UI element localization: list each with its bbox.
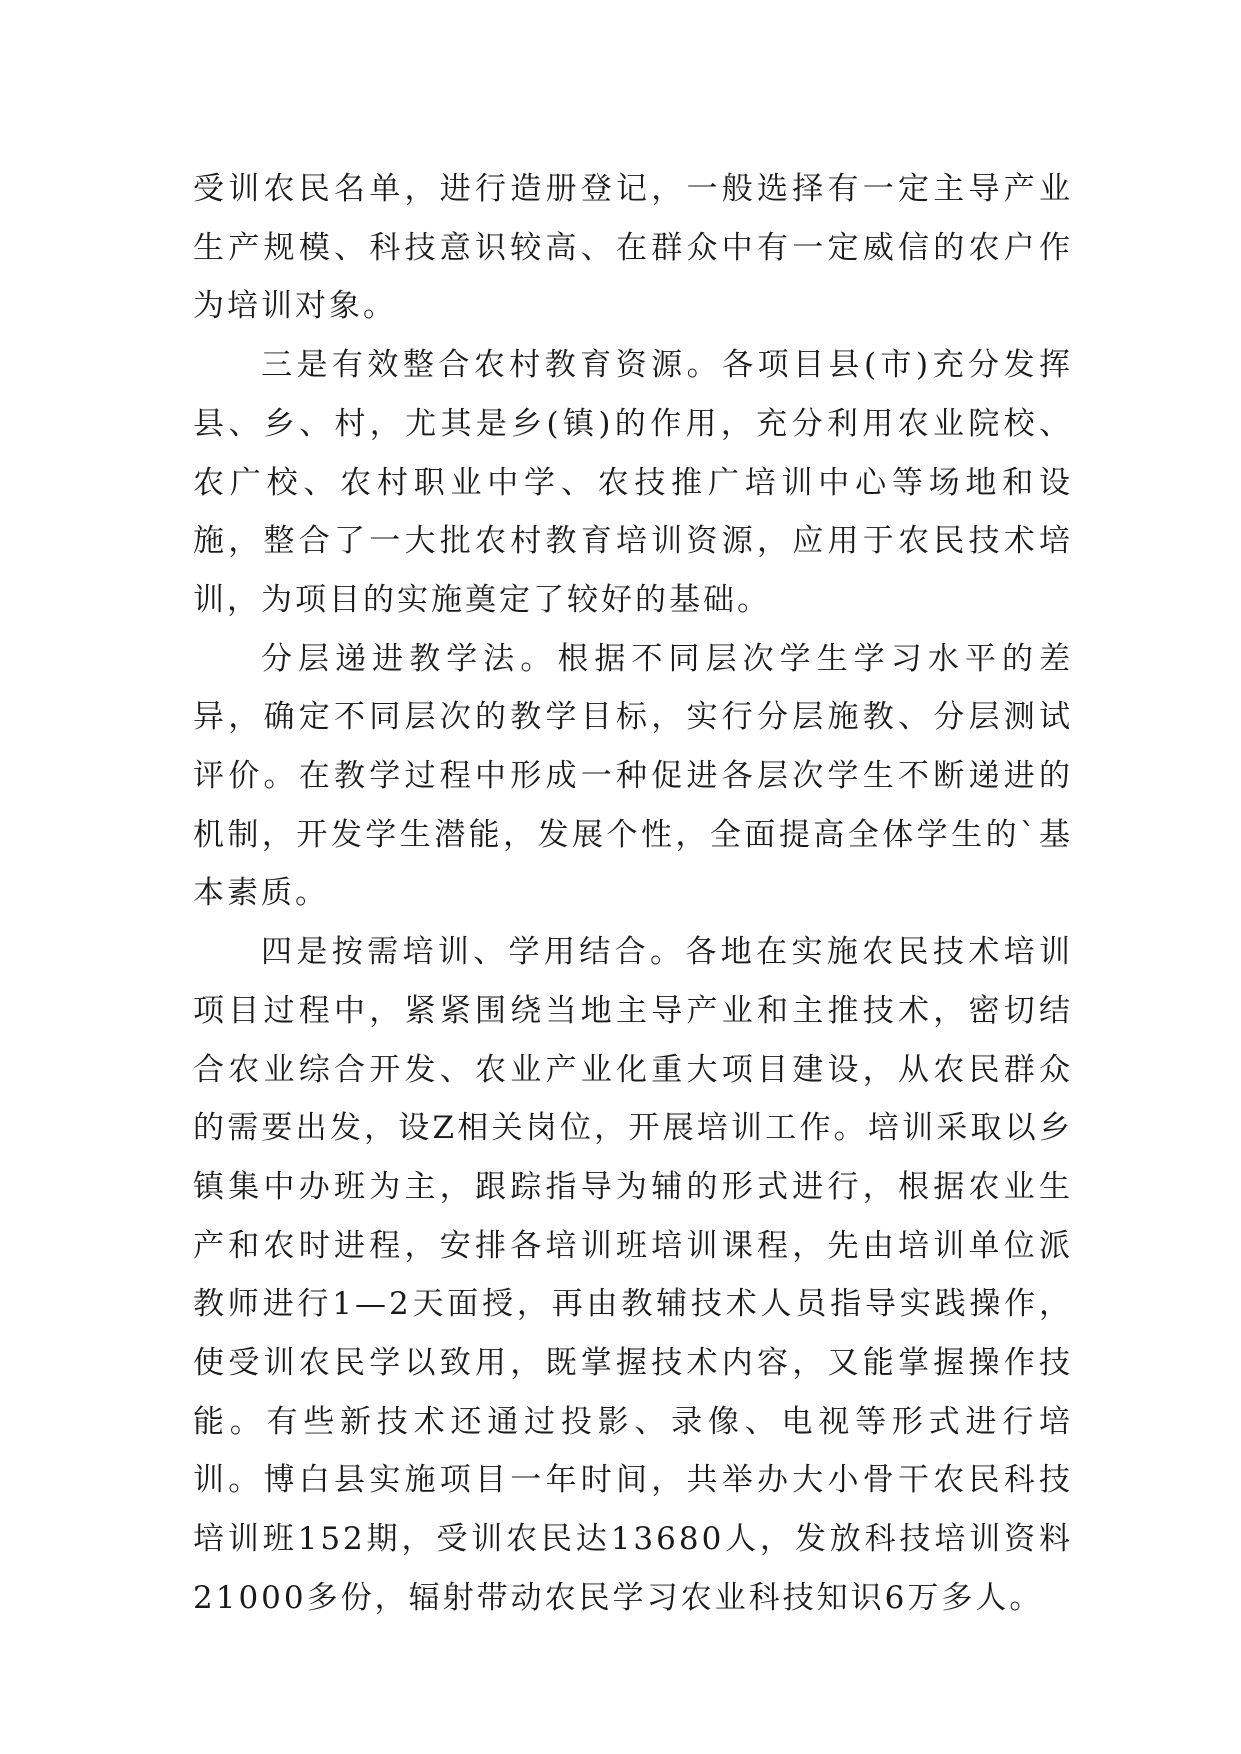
paragraph-trainee-list: 受训农民名单，进行造册登记，一般选择有一定主导产业生产规模、科技意识较高、在群众中有一定威信的农户作为培训对象。 <box>193 171 1073 325</box>
paragraph-demand-training: 四是按需培训、学用结合。各地在实施农民技术培训项目过程中，紧紧围绕当地主导产业和主推技术，密切结合农业综合开发、农业产业化重大项目建设，从农民群众的需要出发，设Z相关岗位，开展培训工作。培训采取以乡镇集中办班为主，跟踪指导为辅的形式进行，根据农业生产和农时进程，安排各培训班培训课程，先由培训单位派教师进行1—2天面授，再由教辅技术人员指导实践操作，使受训农民学以致用，既掌握技术内容，又能掌握操作技能。有些新技术还通过投影、录像、电视等形式进行培训。博白县实施项目一年时间，共举办大小骨干农民科技培训班152期，受训农民达13680人，发放科技培训资料21000多份，辐射带动农民学习农业科技知识6万多人。 <box>193 934 1073 1616</box>
paragraph-education-resources: 三是有效整合农村教育资源。各项目县(市)充分发挥县、乡、村，尤其是乡(镇)的作用，充分利用农业院校、农广校、农村职业中学、农技推广培训中心等场地和设施，整合了一大批农村教育培训资源，应用于农民技术培训，为项目的实施奠定了较好的基础。 <box>193 347 1073 618</box>
paragraph-layered-teaching: 分层递进教学法。根据不同层次学生学习水平的差异，确定不同层次的教学目标，实行分层施教、分层测试评价。在教学过程中形成一种促进各层次学生不断递进的机制，开发学生潜能，发展个性，全面提高全体学生的`基本素质。 <box>193 640 1073 912</box>
document-body <box>193 160 1073 1628</box>
